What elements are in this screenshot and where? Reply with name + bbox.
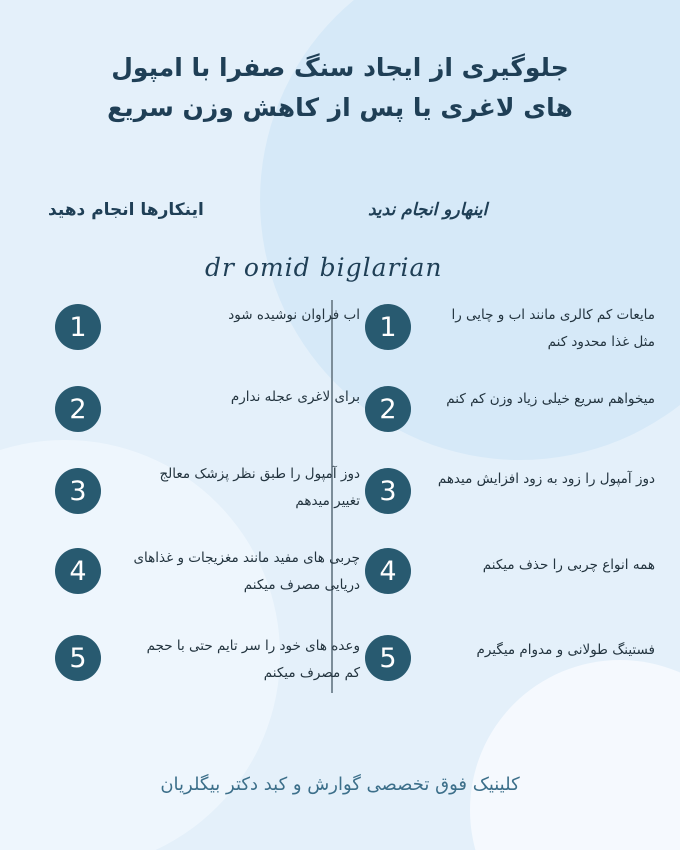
number-badge: 2: [365, 386, 411, 432]
number-badge: 1: [55, 304, 101, 350]
do-item-text: چربی های مفید مانند مغزیجات و غذاهای دریایی مصرف میکنم: [133, 550, 360, 593]
number-badge: 4: [55, 548, 101, 594]
dont-column-title: اینهارو انجام ندید: [368, 200, 488, 220]
signature: dr omid biglarian: [205, 253, 443, 282]
dont-item-text: دوز آمپول را زود به زود افزایش میدهم: [437, 471, 655, 487]
do-item-text: وعده های خود را سر تایم حتی با حجم کم مصرف میکنم: [146, 638, 360, 681]
title-line-2: های لاغری یا پس از کاهش وزن سریع: [107, 93, 573, 122]
dont-item-text: مایعات کم کالری مانند اب و چایی را مثل غذا محدود کنم: [451, 307, 655, 350]
dont-item-text: فستینگ طولانی و مدوام میگیرم: [476, 642, 655, 658]
do-item-text: برای لاغری عجله ندارم: [230, 389, 360, 405]
number-badge: 3: [55, 468, 101, 514]
title-line-1: جلوگیری از ایجاد سنگ صفرا با امپول: [111, 53, 569, 82]
do-item-text: دوز آمپول را طبق نظر پزشک معالج تغییر میدهم: [159, 466, 360, 509]
do-column-title: اینکارها انجام دهید: [48, 200, 204, 220]
number-badge: 5: [55, 635, 101, 681]
clinic-footer: کلینیک فوق تخصصی گوارش و کبد دکتر بیگلریان: [160, 774, 520, 795]
number-badge: 2: [55, 386, 101, 432]
dont-item-text: همه انواع چربی را حذف میکنم: [482, 557, 655, 573]
dont-item-text: میخواهم سریع خیلی زیاد وزن کم کنم: [446, 391, 655, 407]
poster-title: [40, 48, 640, 128]
number-badge: 1: [365, 304, 411, 350]
number-badge: 5: [365, 635, 411, 681]
background-circle: [470, 660, 680, 850]
number-badge: 4: [365, 548, 411, 594]
do-item-text: اب فراوان نوشیده شود: [228, 307, 360, 323]
number-badge: 3: [365, 468, 411, 514]
